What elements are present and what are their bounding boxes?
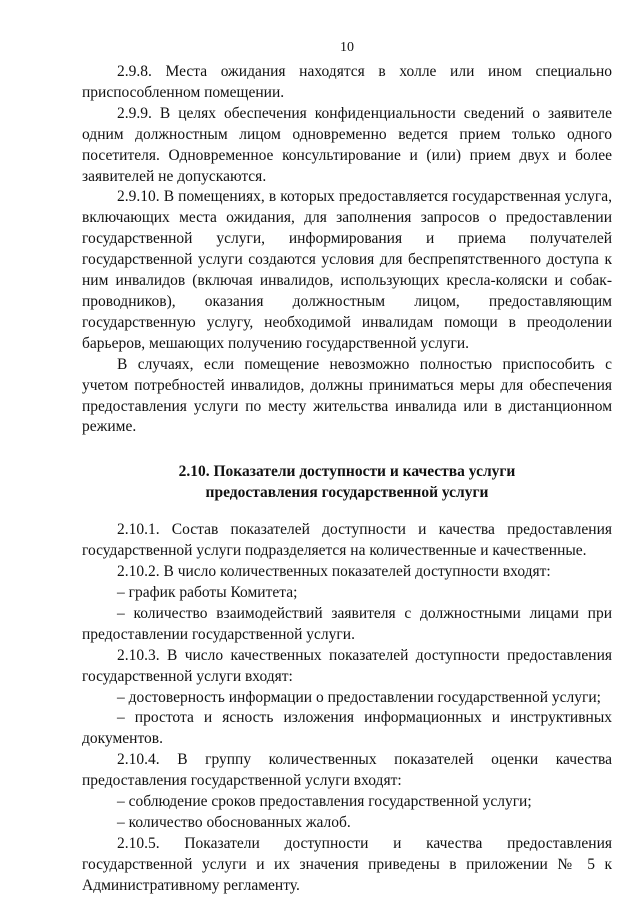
paragraph-2-9-9: 2.9.9. В целях обеспечения конфиденциальности сведений о заявителе одним должностным лицом одновременно ведется прием только одного посетителя. Одновременное консультирование и (или) прием двух и более заявителей не допускаются.	[82, 104, 612, 185]
list-item-complaints: – количество обоснованных жалоб.	[117, 814, 351, 831]
document-body	[82, 62, 612, 897]
list-item-clarity: – простота и ясность изложения информационных и инструктивных документов.	[82, 709, 612, 748]
list-item-interactions: – количество взаимодействий заявителя с должностными лицами при предоставлении государственной услуги.	[82, 604, 612, 643]
paragraph-2-10-1: 2.10.1. Состав показателей доступности и качества предоставления государственной услуги подразделяется на количественные и качественные.	[82, 521, 612, 560]
page-number: 10	[340, 40, 354, 55]
section-heading-line-1: 2.10. Показатели доступности и качества услуги	[178, 463, 516, 481]
paragraph-2-10-5: 2.10.5. Показатели доступности и качества предоставления государственной услуги и их значения приведены в приложении № 5 к Административному регламенту.	[82, 834, 612, 894]
list-item-reliability: – достоверность информации о предоставлении государственной услуги;	[117, 688, 601, 706]
paragraph-2-10-4: 2.10.4. В группу количественных показателей оценки качества предоставления государственной услуги входят:	[82, 751, 612, 790]
paragraph-2-10-3: 2.10.3. В число качественных показателей доступности предоставления государственной услуги входят:	[82, 646, 612, 685]
paragraph-2-9-10: 2.9.10. В помещениях, в которых предоставляется государственная услуга, включающих места ожидания, для заполнения запросов о предоставлении государственной услуги, информирования и приема получателей государственной услуги создаются условия для беспрепятственного доступа к ним инвалидов (включая инвалидов, использующих кресла-коляски и собак-проводников), оказания должностным лицом, предоставляющим государственную услугу, необходимой инвалидам помощи в преодолении барьеров, мешающих получению государственной услуги.	[82, 188, 612, 352]
list-item-schedule: – график работы Комитета;	[117, 584, 298, 602]
paragraph-remote-service: В случаях, если помещение невозможно полностью приспособить с учетом потребностей инвалидов, должны приниматься меры для обеспечения предоставления услуги по месту жительства инвалида или в дистанционном режиме.	[82, 355, 612, 436]
paragraph-2-9-8: 2.9.8. Места ожидания находятся в холле или ином специально приспособленном помещении.	[82, 63, 612, 101]
section-heading	[82, 461, 612, 503]
section-heading-line-2: предоставления государственной услуги	[205, 484, 489, 502]
list-item-deadlines: – соблюдение сроков предоставления государственной услуги;	[117, 793, 532, 811]
paragraph-2-10-2: 2.10.2. В число количественных показателей доступности входят:	[117, 563, 551, 581]
